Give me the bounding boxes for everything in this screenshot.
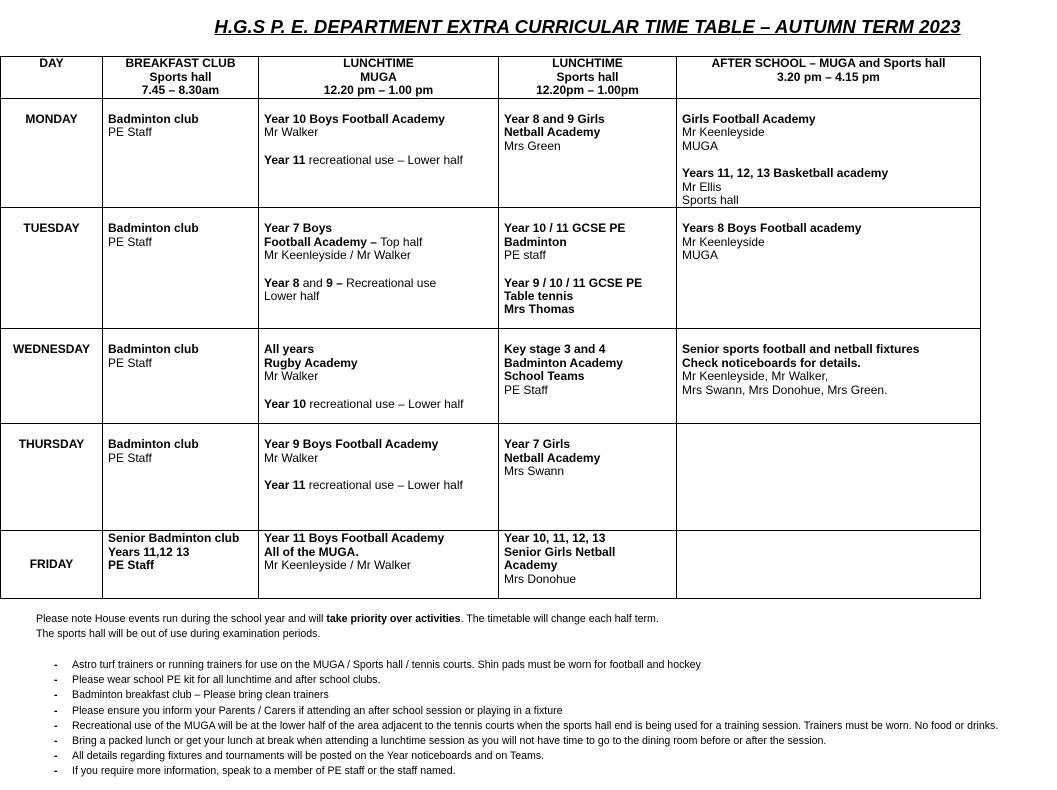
list-item: - Bring a packed lunch or get your lunch at break when attending a lunchtime session as you will not have time to go to the dining room before or after the session.: [54, 734, 998, 749]
staff: PE Staff: [108, 355, 152, 370]
monday-lunch-hall: [499, 99, 677, 208]
header-lunch-muga: [259, 57, 499, 99]
header-breakfast: [103, 57, 259, 99]
staff: Mrs Donohue: [504, 571, 577, 586]
activity: Badminton club: [108, 437, 199, 452]
header-lunch-muga-time: 12.20 pm – 1.00 pm: [323, 83, 434, 98]
activity-detail: Senior Girls Netball: [504, 544, 616, 559]
monday-breakfast: [103, 99, 259, 208]
activity: Years 8 Boys Football academy: [682, 221, 862, 236]
header-lunch-muga-venue: MUGA: [360, 69, 397, 84]
activity-detail: All of the MUGA.: [264, 544, 359, 559]
activity: Key stage 3 and 4: [504, 342, 606, 357]
staff: Mr Keenleyside, Mr Walker,: [682, 369, 829, 384]
timetable: [0, 56, 981, 599]
row-tuesday: [1, 208, 981, 329]
activity-detail: Years 11,12 13: [108, 544, 190, 559]
list-item: - Please ensure you inform your Parents / Carers if attending an after school session or playing in a fixture: [54, 704, 998, 719]
list-item: - Please wear school PE kit for all lunchtime and after school clubs.: [54, 673, 998, 688]
staff: PE Staff: [108, 125, 152, 140]
activity: Senior Badminton club: [108, 531, 240, 546]
header-day: DAY: [1, 57, 103, 99]
header-row: [1, 57, 981, 99]
header-lunch-hall-title: LUNCHTIME: [552, 56, 623, 70]
staff: Mr Ellis: [682, 179, 722, 194]
row-wednesday: [1, 329, 981, 424]
staff: Mrs Thomas: [504, 302, 575, 317]
staff: PE Staff: [504, 382, 548, 397]
activity-detail: Rugby Academy: [264, 355, 358, 370]
notes: [36, 612, 659, 642]
activity-detail: Badminton: [504, 234, 567, 249]
activity: Badminton club: [108, 221, 199, 236]
staff: Mr Walker: [264, 369, 319, 384]
staff: Mrs Swann, Mrs Donohue, Mrs Green.: [682, 382, 888, 397]
tuesday-lunch-muga: [259, 208, 499, 329]
recreational-note: Year 10 recreational use – Lower half: [264, 396, 464, 411]
header-after-school-title: AFTER SCHOOL – MUGA and Sports hall: [711, 56, 946, 70]
wednesday-lunch-hall: [499, 329, 677, 424]
staff: Mr Keenleyside: [682, 125, 765, 140]
staff: Mrs Swann: [504, 464, 565, 479]
day-friday: FRIDAY: [1, 531, 103, 599]
list-item: - Recreational use of the MUGA will be at the lower half of the area adjacent to the tennis courts when the sports hall end is being used for a training session. Trainers must be worn. No food or drinks.: [54, 719, 998, 734]
staff: Mr Keenleyside: [682, 234, 765, 249]
activity: Badminton club: [108, 112, 199, 126]
activity: Senior sports football and netball fixtures: [682, 342, 920, 357]
day-wednesday: WEDNESDAY: [1, 329, 103, 424]
page-title: H.G.S P. E. DEPARTMENT EXTRA CURRICULAR TIME TABLE – AUTUMN TERM 2023: [214, 16, 961, 37]
monday-after-school: [677, 99, 981, 208]
list-item: - Astro turf trainers or running trainers for use on the MUGA / Sports hall / tennis courts. Shin pads must be worn for football and hockey: [54, 658, 998, 673]
activity: Badminton club: [108, 342, 199, 357]
header-breakfast-time: 7.45 – 8.30am: [141, 83, 220, 98]
staff: PE Staff: [108, 450, 152, 465]
activity: Year 8 and 9 Girls: [504, 112, 605, 126]
thursday-breakfast: [103, 424, 259, 531]
tuesday-lunch-hall: [499, 208, 677, 329]
venue: Sports hall: [682, 193, 739, 208]
venue: MUGA: [682, 248, 718, 263]
staff: Mr Keenleyside / Mr Walker: [264, 248, 411, 263]
wednesday-lunch-muga: [259, 329, 499, 424]
staff: PE Staff: [108, 558, 155, 573]
friday-breakfast: [103, 531, 259, 599]
activity: Year 10 Boys Football Academy: [264, 112, 445, 126]
header-lunch-hall: [499, 57, 677, 99]
recreational-area: Lower half: [264, 289, 320, 304]
header-after-school-time: 3.20 pm – 4.15 pm: [777, 69, 880, 84]
recreational-note: Year 11 recreational use – Lower half: [264, 478, 463, 493]
header-after-school: [677, 57, 981, 99]
activity: Year 10, 11, 12, 13: [504, 531, 606, 546]
activity-detail: Academy: [504, 558, 558, 573]
thursday-lunch-hall: [499, 424, 677, 531]
friday-lunch-hall: [499, 531, 677, 599]
staff: PE staff: [504, 248, 546, 263]
list-item: - If you require more information, speak to a member of PE staff or the staff named.: [54, 764, 998, 779]
row-monday: [1, 99, 981, 208]
activity: Year 9 Boys Football Academy: [264, 437, 439, 452]
activity-detail: Netball Academy: [504, 125, 601, 140]
tuesday-after-school: [677, 208, 981, 329]
wednesday-breakfast: [103, 329, 259, 424]
activity-detail: Football Academy – Top half: [264, 234, 423, 249]
staff: Mr Walker: [264, 450, 319, 465]
staff: Mr Keenleyside / Mr Walker: [264, 558, 411, 573]
day-tuesday: TUESDAY: [1, 208, 103, 329]
friday-after-school: [677, 531, 981, 599]
staff: PE Staff: [108, 234, 152, 249]
row-friday: [1, 531, 981, 599]
activity: Year 7 Boys: [264, 221, 333, 236]
venue: MUGA: [682, 138, 718, 153]
activity: Year 7 Girls: [504, 437, 571, 452]
activity: All years: [264, 342, 315, 357]
staff: Mrs Green: [504, 138, 561, 153]
activity-detail: Check noticeboards for details.: [682, 355, 861, 370]
thursday-after-school: [677, 424, 981, 531]
day-thursday: THURSDAY: [1, 424, 103, 531]
activity-detail: Netball Academy: [504, 450, 601, 465]
day-monday: MONDAY: [1, 99, 103, 208]
header-breakfast-venue: Sports hall: [149, 69, 212, 84]
wednesday-after-school: [677, 329, 981, 424]
header-lunch-muga-title: LUNCHTIME: [343, 56, 414, 70]
monday-lunch-muga: [259, 99, 499, 208]
list-item: - Badminton breakfast club – Please bring clean trainers: [54, 688, 998, 703]
activity: Year 9 / 10 / 11 GCSE PE: [504, 275, 643, 290]
tuesday-breakfast: [103, 208, 259, 329]
staff: Mr Walker: [264, 125, 319, 140]
activity: Year 10 / 11 GCSE PE: [504, 221, 626, 236]
activity-detail: School Teams: [504, 369, 585, 384]
header-breakfast-title: BREAKFAST CLUB: [125, 56, 236, 70]
recreational-note: Year 8 and 9 – Recreational use: [264, 275, 437, 290]
activity-detail: Table tennis: [504, 289, 574, 304]
rules-list: [54, 658, 998, 780]
activity: Years 11, 12, 13 Basketball academy: [682, 166, 889, 181]
activity: Girls Football Academy: [682, 112, 816, 126]
notes-line-2: The sports hall will be out of use during examination periods.: [36, 628, 321, 640]
row-thursday: [1, 424, 981, 531]
notes-line-1: Please note House events run during the school year and will take priority over activities. The timetable will change each half term.: [36, 613, 659, 625]
recreational-note: Year 11 recreational use – Lower half: [264, 152, 463, 167]
activity: Year 11 Boys Football Academy: [264, 531, 445, 546]
header-lunch-hall-time: 12.20pm – 1.00pm: [536, 83, 639, 98]
header-lunch-hall-venue: Sports hall: [556, 69, 619, 84]
list-item: - All details regarding fixtures and tournaments will be posted on the Year noticeboards and on Teams.: [54, 749, 998, 764]
activity-detail: Badminton Academy: [504, 355, 623, 370]
thursday-lunch-muga: [259, 424, 499, 531]
friday-lunch-muga: [259, 531, 499, 599]
